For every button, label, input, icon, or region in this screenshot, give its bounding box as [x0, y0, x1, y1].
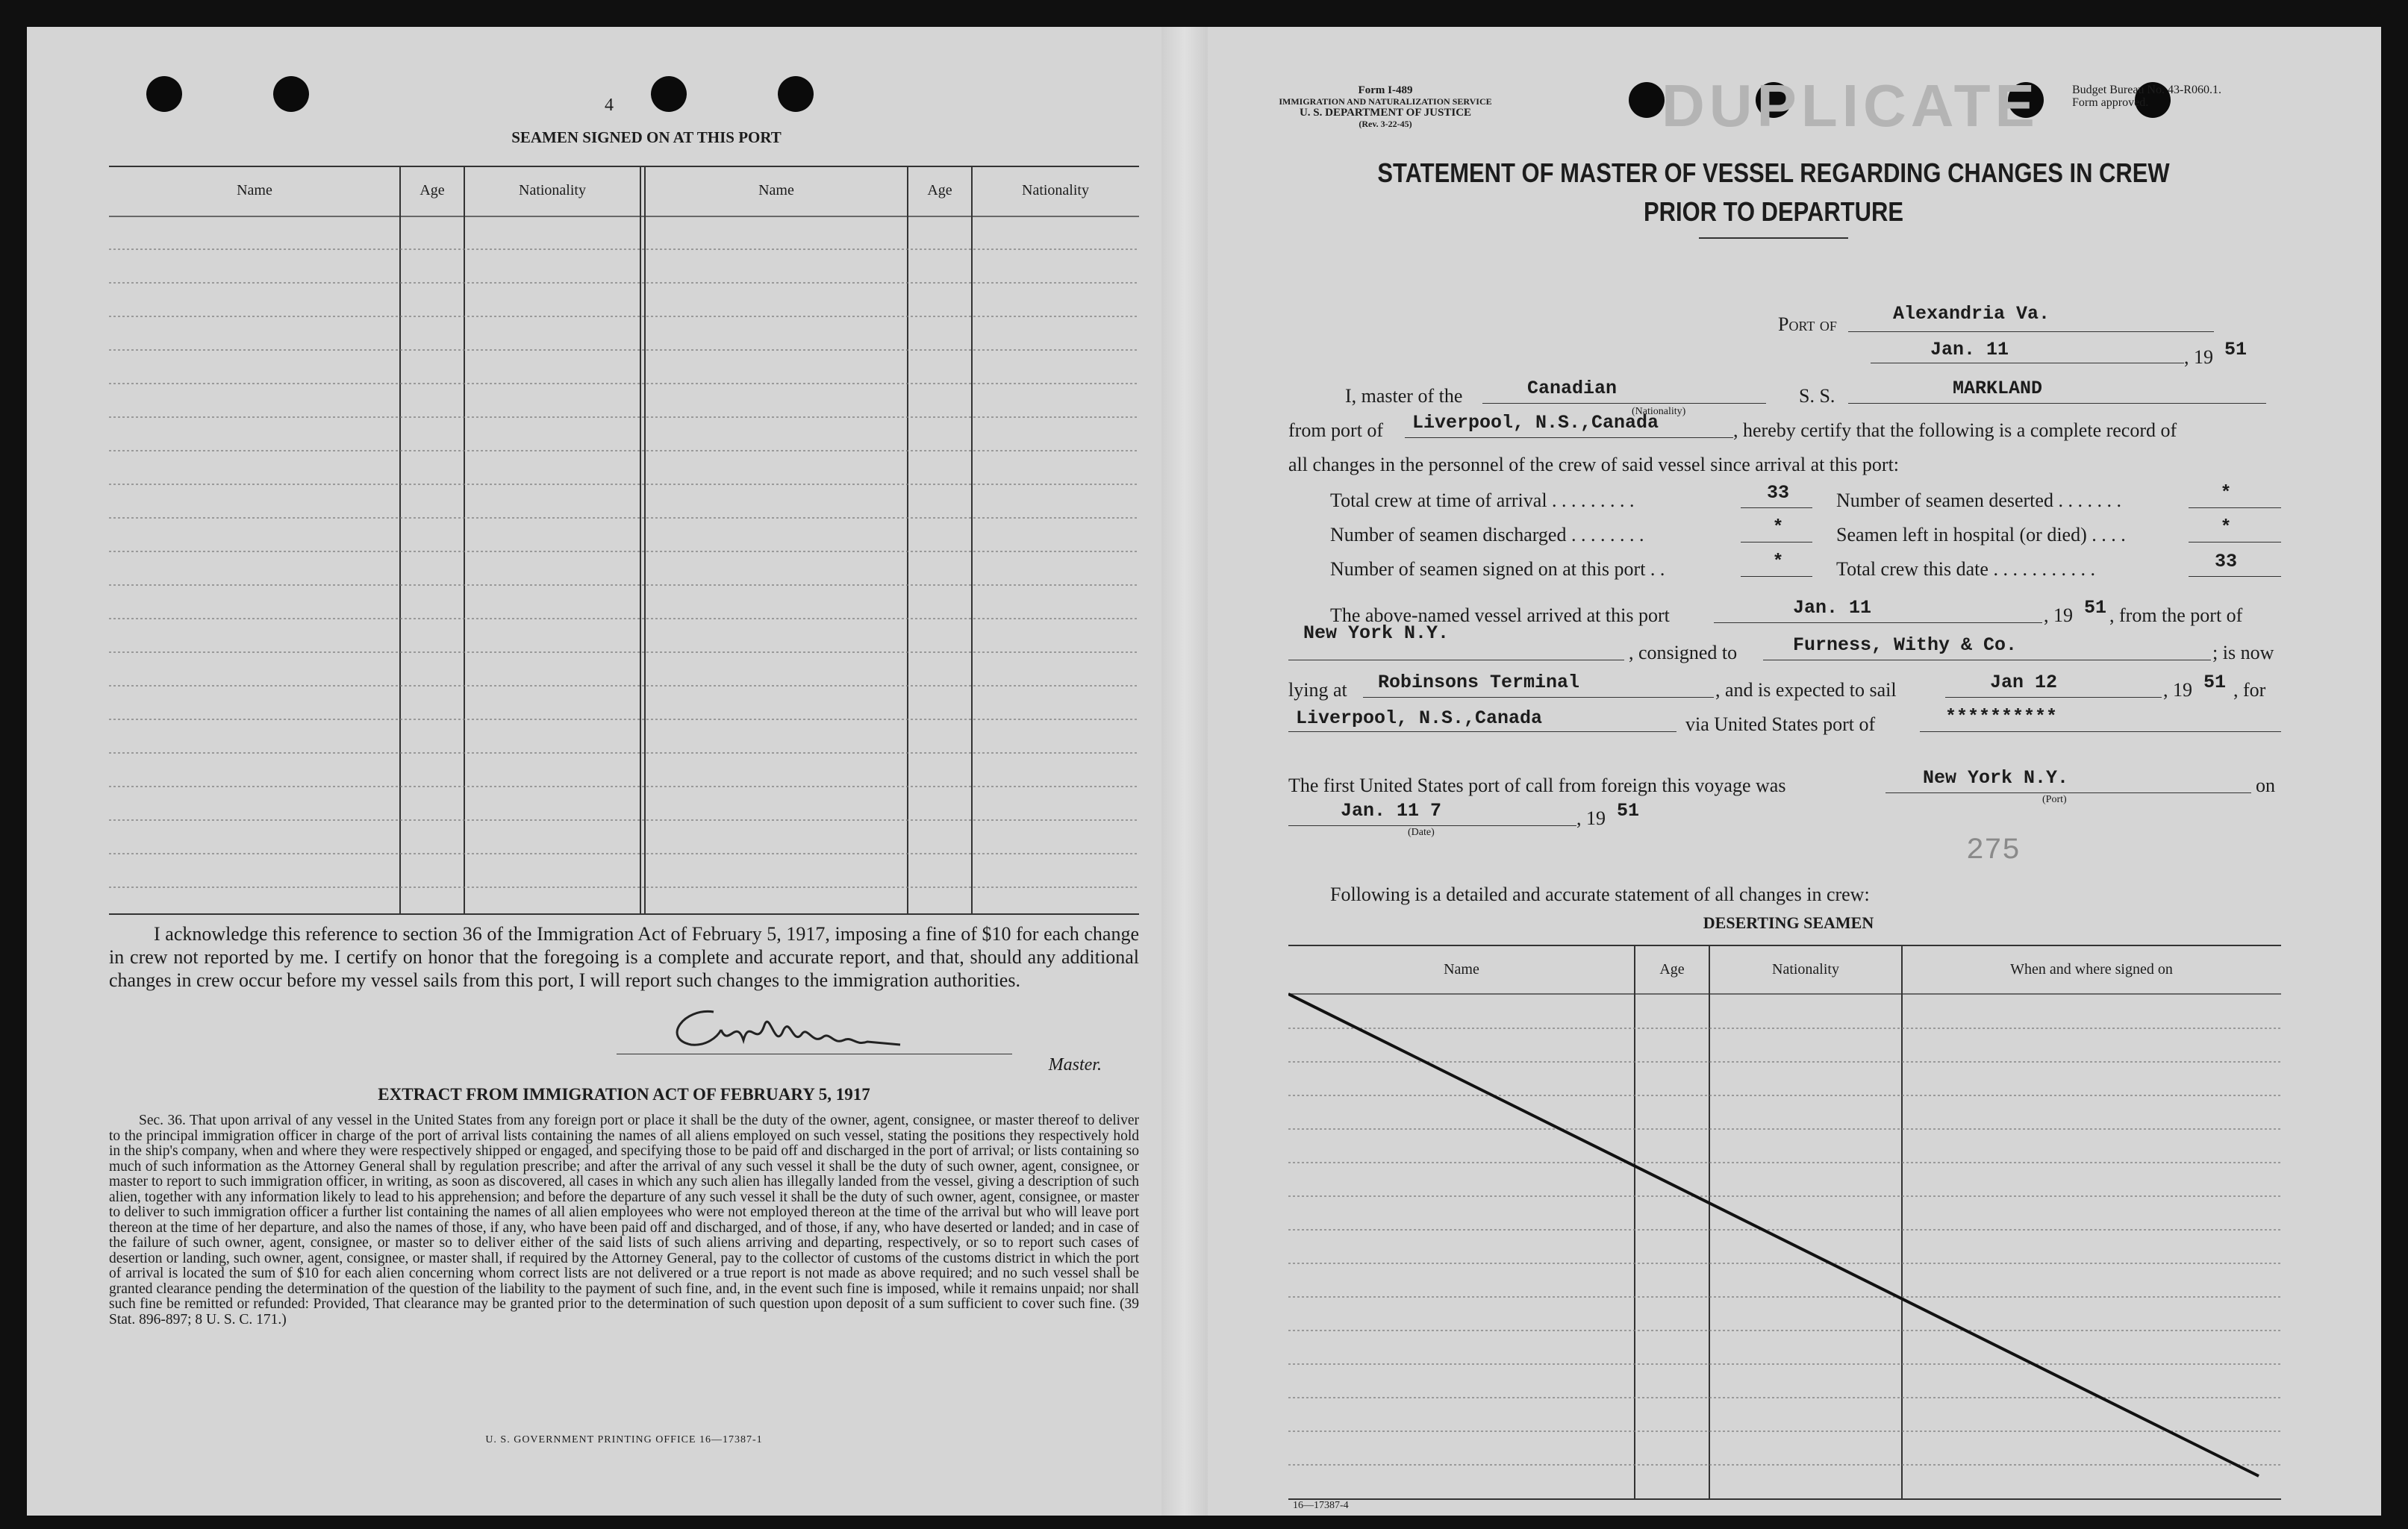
first-date-line [1288, 825, 1576, 826]
ss-label: S. S. [1799, 385, 1835, 407]
master-label: Master. [1048, 1055, 1102, 1075]
nationality-caption: (Nationality) [1632, 406, 1686, 417]
desert-col-nationality: Nationality [1772, 961, 1839, 978]
stat-signed-on-value: * [1772, 551, 1784, 572]
first-year: 51 [1617, 800, 1640, 822]
title-line-2: PRIOR TO DEPARTURE [1643, 196, 1904, 227]
arrived-date-line [1714, 622, 2042, 623]
from-port-line [1405, 437, 1733, 438]
port-label: Port of [1778, 313, 1837, 335]
stat-total-date-label: Total crew this date . . . . . . . . . . . [1836, 558, 2095, 580]
stat-line [2189, 576, 2281, 577]
lying-label: lying at [1288, 679, 1347, 701]
extract-citation: (39 Stat. 896-897; 8 U. S. C. 171.) [109, 1296, 1140, 1328]
stat-deserted-label: Number of seamen deserted . . . . . . . [1836, 490, 2121, 511]
nationality-value: Canadian [1527, 378, 1618, 399]
arrived-date: Jan. 11 [1793, 597, 1872, 619]
statement-title [1324, 154, 2223, 231]
vessel-name: MARKLAND [1953, 378, 2043, 399]
destination: Liverpool, N.S.,Canada [1296, 707, 1543, 729]
date-caption: (Date) [1408, 827, 1435, 838]
budget-bureau: Budget Bureau No. 43-R060.1. [2072, 84, 2221, 96]
arrived-year-prefix: , 19 [2044, 604, 2073, 626]
first-year-prefix: , 19 [1576, 807, 1606, 829]
port-caption: (Port) [2042, 794, 2067, 805]
sail-year: 51 [2203, 672, 2227, 693]
stat-line [2189, 507, 2281, 508]
from-port-label: from port of [1288, 419, 1384, 441]
from-port-value: Liverpool, N.S.,Canada [1412, 412, 1659, 434]
for-label: , for [2233, 679, 2266, 701]
master-of-label: I, master of the [1345, 385, 1463, 407]
sail-date-line [1945, 697, 2162, 698]
signed-on-grid [109, 167, 1139, 913]
duplicate-stamp: DUPLICATE [1662, 72, 2039, 139]
signed-on-table [109, 166, 1139, 915]
date-value: Jan. 11 [1930, 339, 2009, 360]
binder-hole [778, 76, 814, 112]
nationality-line [1482, 403, 1766, 404]
first-date-value: Jan. 11 7 [1341, 800, 1442, 822]
stat-line [1741, 507, 1812, 508]
desert-col-name: Name [1444, 961, 1479, 978]
all-changes-text: all changes in the personnel of the crew of said vessel since arrival at this port: [1288, 454, 1900, 475]
deserting-table [1288, 945, 2281, 1500]
via-value: ********** [1945, 706, 2058, 728]
stat-signed-on-label: Number of seamen signed on at this port . . [1330, 558, 1665, 580]
first-port-value: New York N.Y. [1923, 767, 2069, 789]
right-printer-line: 16—17387-4 [1293, 1500, 1349, 1511]
vessel-line [1848, 403, 2266, 404]
binder-hole [273, 76, 309, 112]
stamp-number: 275 [1966, 834, 2021, 868]
stat-line [1741, 542, 1812, 543]
title-line-1: STATEMENT OF MASTER OF VESSEL REGARDING CHANGES IN CREW [1377, 157, 2170, 188]
form-id: Form I-489 [1358, 84, 1413, 96]
sail-date: Jan 12 [1990, 672, 2058, 693]
destination-line [1288, 731, 1676, 732]
budget-block [2072, 84, 2363, 109]
col-name-2: Name [758, 182, 794, 198]
signature-scribble [617, 1003, 1020, 1057]
consignee: Furness, Withy & Co. [1793, 634, 2018, 656]
form-approved: Form approved. [2072, 96, 2149, 109]
extract-body: Sec. 36. That upon arrival of any vessel in the United States from any foreign port or place it shall be the duty of the owner, agent, consignee, or master thereof to deliver to the principal immigration officer in charge of the port of arrival lists containing the names of all aliens employed on such vessel, stating the positions they respectively hold in the ship's company, when and where they were respectively shipped or engaged, and specifying those to be paid off and discharged in the port of arrival; or lists containing so much of such information as the Attorney General shall by regulation prescribe; and after the arrival of any such vessel it shall be the duty of such owner, agent, consignee, or master to report to such immigration officer, in writing, as soon as discovered, all cases in which any such alien has illegally landed from the vessel, giving a description of such alien, together with any information likely to lead to his apprehension; and before the departure of any such vessel it shall be the duty of such owner, agent, consignee, or master to deliver to such immigration officer a further list containing the names of all alien employees who were not employed thereon at the time of the arrival but who will leave port thereon at the time of her departure, and also the names of those, if any, who have been paid off and discharged, and of those, if any, who have deserted or landed; and in case of the failure of such owner, agent, consignee, or master so to deliver either of the said lists of such aliens arriving and departing, respectively, or so to report such cases of desertion or landing, such owner, agent, consignee, or master shall, if required by the Attorney General, pay to the collector of customs of the customs district in which the port of arrival is located the sum of $10 for each alien concerning whom correct lists are not delivered or a true report is not made as above required; and no such vessel shall be granted clearance pending the determination of the question of the liability to the payment of such fine, and, in the event such fine is imposed, while it remains unpaid; nor shall such fine be remitted or refunded: Provided, That clearance may be granted prior to the determination of such question upon deposit of a sum sufficient to cover such fine. [109, 1113, 1139, 1312]
agency-line-2: U. S. DEPARTMENT OF JUSTICE [1299, 107, 1472, 119]
stat-line [2189, 542, 2281, 543]
arrived-label: The above-named vessel arrived at this port [1330, 604, 1670, 626]
page-number: 4 [605, 96, 614, 115]
seamen-signed-title: SEAMEN SIGNED ON AT THIS PORT [511, 128, 782, 146]
stat-total-arrival-value: 33 [1766, 482, 1789, 504]
col-name: Name [237, 182, 272, 198]
stat-hospital-label: Seamen left in hospital (or died) . . . . [1836, 524, 2126, 545]
stat-discharged-value: * [1772, 516, 1784, 538]
is-now-text: ; is now [2212, 642, 2274, 663]
stat-hospital-value: * [2220, 516, 2232, 538]
binder-hole [1629, 82, 1665, 118]
via-label: via United States port of [1685, 713, 1876, 735]
first-port-line [1885, 792, 2251, 793]
page-fold [1161, 27, 1208, 1516]
from-port-of-text: , from the port of [2109, 604, 2243, 626]
arrived-from: New York N.Y. [1303, 622, 1450, 644]
deserting-grid [1288, 946, 2281, 1498]
arrived-year: 51 [2084, 597, 2107, 619]
first-port-label: The first United States port of call from foreign this voyage was [1288, 775, 1786, 796]
stat-total-arrival-label: Total crew at time of arrival . . . . . . . . . [1330, 490, 1635, 511]
port-line [1848, 331, 2214, 332]
desert-col-age: Age [1659, 961, 1685, 978]
extract-text [109, 1113, 1139, 1328]
sail-year-prefix: , 19 [2163, 679, 2192, 701]
col-nationality: Nationality [519, 182, 586, 198]
certification-text: I acknowledge this reference to section 36 of the Immigration Act of February 5, 1917, imposing a fine of $10 for each change in crew not reported by me. I certify on honor that the foregoing is a complete and accurate report, and that, should any additional changes in crew occur before my vessel sails from this port, I will report such changes to the immigration authorities. [109, 923, 1139, 991]
on-label: on [2256, 775, 2275, 796]
left-printer-line: U. S. GOVERNMENT PRINTING OFFICE 16—17387-1 [485, 1434, 763, 1445]
via-line [1920, 731, 2281, 732]
master-signature [617, 1003, 1020, 1057]
consigned-label: , consigned to [1629, 642, 1738, 663]
stat-deserted-value: * [2220, 482, 2232, 504]
document-sheet [27, 27, 2381, 1516]
title-rule [1699, 237, 1848, 239]
desert-col-signed-on: When and where signed on [2010, 961, 2173, 978]
stat-total-date-value: 33 [2214, 551, 2237, 572]
lying-value: Robinsons Terminal [1378, 672, 1580, 693]
lying-line [1363, 697, 1714, 698]
binder-hole [651, 76, 687, 112]
following-text: Following is a detailed and accurate statement of all changes in crew: [1330, 884, 1870, 905]
col-age: Age [419, 182, 445, 198]
form-header [1244, 85, 1527, 130]
deserting-title: DESERTING SEAMEN [1703, 913, 1874, 932]
col-nationality-2: Nationality [1022, 182, 1089, 198]
expected-label: , and is expected to sail [1715, 679, 1897, 701]
revision-date: (Rev. 3-22-45) [1359, 119, 1412, 129]
stat-line [1741, 576, 1812, 577]
col-age-2: Age [927, 182, 952, 198]
extract-title: EXTRACT FROM IMMIGRATION ACT OF FEBRUARY 5, 1917 [378, 1085, 870, 1104]
stat-discharged-label: Number of seamen discharged . . . . . . . . [1330, 524, 1644, 545]
date-year-prefix: , 19 [2184, 346, 2213, 368]
date-year: 51 [2224, 339, 2248, 360]
agency-line-1: IMMIGRATION AND NATURALIZATION SERVICE [1279, 96, 1492, 107]
certify-text: , hereby certify that the following is a complete record of [1733, 419, 2177, 441]
port-value: Alexandria Va. [1893, 303, 2050, 325]
binder-hole [146, 76, 182, 112]
